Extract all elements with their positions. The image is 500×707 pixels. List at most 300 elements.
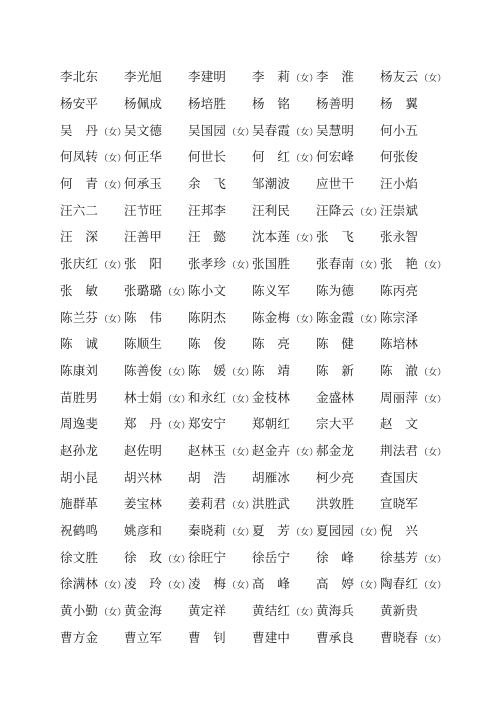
person-name: 张庆红 (60, 256, 99, 272)
person-name: 陈为德 (316, 282, 355, 298)
name-row (60, 570, 460, 597)
name-entry (252, 628, 316, 646)
name-entry (124, 334, 188, 352)
person-name: 宗大平 (316, 416, 355, 432)
name-row (60, 543, 460, 570)
person-name: 汪利民 (252, 202, 291, 218)
name-entry (252, 334, 316, 352)
person-name: 陈善俊 (124, 362, 163, 378)
gender-tag: （女） (227, 501, 255, 512)
name-entry (316, 334, 380, 352)
name-entry (60, 308, 127, 326)
person-name: 张永智 (380, 229, 419, 245)
person-name: 吴国园 (188, 122, 227, 138)
person-name: 赵林玉 (188, 442, 227, 458)
name-entry (252, 468, 316, 486)
name-entry (380, 121, 444, 139)
name-entry (124, 201, 188, 219)
person-name: 曹 钊 (188, 629, 227, 645)
person-name: 金枝林 (252, 389, 291, 405)
name-row (60, 90, 460, 117)
name-entry (60, 147, 127, 165)
name-row (60, 437, 460, 464)
name-entry (124, 308, 188, 326)
name-entry (60, 494, 124, 512)
person-name: 陈阴杰 (188, 309, 227, 325)
person-name: 何 青 (60, 176, 99, 192)
name-entry (316, 494, 380, 512)
name-entry (188, 308, 252, 326)
name-entry (316, 308, 383, 326)
person-name: 姜宝林 (124, 496, 163, 512)
name-entry (188, 94, 252, 112)
gender-tag: （女） (419, 74, 447, 85)
person-name: 汪邦李 (188, 202, 227, 218)
person-name: 何小五 (380, 122, 419, 138)
name-entry (316, 67, 380, 85)
name-entry (124, 574, 191, 592)
name-entry (188, 254, 255, 272)
name-row (60, 223, 460, 250)
name-entry (380, 574, 447, 592)
name-entry (380, 494, 444, 512)
name-entry (188, 281, 252, 299)
name-entry (380, 147, 444, 165)
person-name: 陈宗泽 (380, 309, 419, 325)
person-name: 何正华 (124, 149, 163, 165)
person-name: 曹晓春 (380, 629, 419, 645)
name-entry (252, 254, 316, 272)
person-name: 吴慧明 (316, 122, 355, 138)
name-entry (60, 361, 124, 379)
name-entry (252, 174, 316, 192)
person-name: 夏 芳 (252, 523, 291, 539)
name-entry (252, 521, 319, 539)
name-list (60, 63, 460, 650)
name-row (60, 170, 460, 197)
person-name: 黄新贵 (380, 603, 419, 619)
person-name: 和永红 (188, 389, 227, 405)
name-row (60, 63, 460, 90)
gender-tag: （女） (99, 581, 127, 592)
person-name: 张 敏 (60, 282, 99, 298)
name-entry (316, 574, 383, 592)
gender-tag: （女） (291, 127, 319, 138)
person-name: 陈 俊 (188, 336, 227, 352)
person-name: 张春南 (316, 256, 355, 272)
name-entry (316, 281, 380, 299)
name-entry (316, 548, 380, 566)
name-entry (252, 494, 316, 512)
name-entry (60, 441, 124, 459)
name-entry (124, 468, 188, 486)
person-name: 张 飞 (316, 229, 355, 245)
person-name: 祝鹤鸣 (60, 523, 99, 539)
name-row (60, 303, 460, 330)
name-entry (188, 414, 252, 432)
name-entry (252, 441, 319, 459)
name-entry (380, 628, 447, 646)
name-entry (252, 414, 316, 432)
gender-tag: （女） (419, 634, 447, 645)
name-row (60, 143, 460, 170)
name-entry (124, 227, 188, 245)
name-row (60, 250, 460, 277)
person-name: 黄结红 (252, 603, 291, 619)
person-name: 周丽萍 (380, 389, 419, 405)
person-name: 荆法君 (380, 442, 419, 458)
person-name: 赵佐明 (124, 442, 163, 458)
person-name: 陈 伟 (124, 309, 163, 325)
person-name: 吴文德 (124, 122, 163, 138)
name-entry (316, 227, 380, 245)
person-name: 胡兴林 (124, 469, 163, 485)
name-entry (380, 334, 444, 352)
name-entry (188, 574, 255, 592)
gender-tag: （女） (99, 127, 127, 138)
person-name: 陈顺生 (124, 336, 163, 352)
name-entry (188, 601, 252, 619)
name-entry (124, 388, 191, 406)
name-entry (316, 468, 380, 486)
name-entry (380, 441, 447, 459)
name-entry (124, 254, 188, 272)
name-entry (60, 94, 124, 112)
name-entry (316, 414, 380, 432)
name-entry (124, 147, 188, 165)
person-name: 陶春红 (380, 576, 419, 592)
person-name: 曹立军 (124, 629, 163, 645)
name-row (60, 463, 460, 490)
person-name: 黄金海 (124, 603, 163, 619)
name-entry (252, 147, 319, 165)
person-name: 汪善甲 (124, 229, 163, 245)
person-name: 胡小昆 (60, 469, 99, 485)
gender-tag: （女） (355, 581, 383, 592)
person-name: 陈康刘 (60, 362, 99, 378)
person-name: 杨培胜 (188, 96, 227, 112)
name-entry (188, 361, 255, 379)
person-name: 杨佩成 (124, 96, 163, 112)
person-name: 杨友云 (380, 69, 419, 85)
person-name: 吴 丹 (60, 122, 99, 138)
gender-tag: （女） (227, 127, 255, 138)
gender-tag: （女） (99, 261, 127, 272)
person-name: 杨安平 (60, 96, 99, 112)
name-entry (316, 121, 380, 139)
person-name: 余 飞 (188, 176, 227, 192)
person-name: 陈 诚 (60, 336, 99, 352)
person-name: 徐旺宁 (188, 549, 227, 565)
name-entry (380, 414, 444, 432)
name-entry (188, 334, 252, 352)
person-name: 曹建中 (252, 629, 291, 645)
name-entry (380, 94, 444, 112)
person-name: 汪 懿 (188, 229, 227, 245)
person-name: 陈丙亮 (380, 282, 419, 298)
gender-tag: （女） (291, 528, 319, 539)
name-entry (60, 468, 124, 486)
name-entry (124, 601, 188, 619)
person-name: 应世干 (316, 176, 355, 192)
name-entry (380, 468, 444, 486)
name-entry (380, 227, 444, 245)
person-name: 徐文胜 (60, 549, 99, 565)
name-entry (60, 254, 127, 272)
gender-tag: （女） (227, 394, 255, 405)
name-entry (316, 361, 380, 379)
name-entry (188, 468, 252, 486)
name-row (60, 623, 460, 650)
gender-tag: （女） (419, 554, 447, 565)
name-entry (124, 94, 188, 112)
name-entry (188, 441, 255, 459)
person-name: 陈 亮 (252, 336, 291, 352)
person-name: 胡 浩 (188, 469, 227, 485)
name-entry (188, 67, 252, 85)
person-name: 郑朝红 (252, 416, 291, 432)
gender-tag: （女） (227, 528, 255, 539)
name-entry (380, 521, 444, 539)
gender-tag: （女） (355, 314, 383, 325)
name-entry (124, 548, 191, 566)
person-name: 黄定祥 (188, 603, 227, 619)
name-entry (188, 548, 252, 566)
gender-tag: （女） (227, 581, 255, 592)
gender-tag: （女） (291, 234, 319, 245)
name-entry (380, 308, 444, 326)
gender-tag: （女） (99, 314, 127, 325)
name-entry (124, 121, 188, 139)
name-entry (60, 227, 124, 245)
person-name: 陈小文 (188, 282, 227, 298)
person-name: 高 峰 (252, 576, 291, 592)
gender-tag: （女） (419, 394, 447, 405)
person-name: 夏园园 (316, 523, 355, 539)
person-name: 李 莉 (252, 69, 291, 85)
person-name: 曹承良 (316, 629, 355, 645)
person-name: 凌 玲 (124, 576, 163, 592)
person-name: 杨 翼 (380, 96, 419, 112)
person-name: 赵 文 (380, 416, 419, 432)
name-entry (380, 361, 447, 379)
name-row (60, 277, 460, 304)
person-name: 金盛林 (316, 389, 355, 405)
gender-tag: （女） (163, 581, 191, 592)
person-name: 黄小勤 (60, 603, 99, 619)
gender-tag: （女） (227, 367, 255, 378)
name-entry (124, 521, 188, 539)
name-entry (380, 601, 444, 619)
name-entry (316, 601, 380, 619)
name-entry (60, 414, 124, 432)
name-entry (316, 628, 380, 646)
person-name: 张 阳 (124, 256, 163, 272)
person-name: 何承玉 (124, 176, 163, 192)
person-name: 陈金霞 (316, 309, 355, 325)
person-name: 高 婷 (316, 576, 355, 592)
name-entry (188, 147, 252, 165)
name-entry (124, 281, 191, 299)
gender-tag: （女） (355, 261, 383, 272)
name-entry (124, 441, 188, 459)
name-entry (252, 281, 316, 299)
gender-tag: （女） (99, 608, 127, 619)
person-name: 李北东 (60, 69, 99, 85)
name-entry (124, 174, 188, 192)
name-entry (252, 227, 319, 245)
person-name: 陈兰芬 (60, 309, 99, 325)
name-entry (188, 201, 252, 219)
name-entry (124, 67, 188, 85)
name-entry (252, 574, 316, 592)
name-entry (60, 201, 124, 219)
person-name: 李光旭 (124, 69, 163, 85)
person-name: 汪六二 (60, 202, 99, 218)
gender-tag: （女） (163, 421, 191, 432)
name-entry (252, 308, 319, 326)
name-entry (188, 388, 255, 406)
name-entry (316, 147, 380, 165)
name-entry (60, 281, 124, 299)
person-name: 徐基芳 (380, 549, 419, 565)
name-entry (316, 174, 380, 192)
name-row (60, 410, 460, 437)
person-name: 黄海兵 (316, 603, 355, 619)
person-name: 汪崇斌 (380, 202, 419, 218)
name-row (60, 196, 460, 223)
name-entry (124, 628, 188, 646)
name-entry (252, 388, 316, 406)
person-name: 汪 深 (60, 229, 99, 245)
name-entry (60, 67, 124, 85)
name-entry (252, 94, 316, 112)
name-entry (316, 94, 380, 112)
gender-tag: （女） (355, 207, 383, 218)
name-entry (60, 121, 127, 139)
gender-tag: （女） (419, 261, 447, 272)
name-entry (380, 254, 447, 272)
gender-tag: （女） (163, 554, 191, 565)
gender-tag: （女） (355, 528, 383, 539)
gender-tag: （女） (227, 261, 255, 272)
gender-tag: （女） (419, 581, 447, 592)
person-name: 沈本莲 (252, 229, 291, 245)
person-name: 郑 丹 (124, 416, 163, 432)
name-entry (380, 67, 447, 85)
person-name: 何宏峰 (316, 149, 355, 165)
name-entry (316, 254, 383, 272)
gender-tag: （女） (163, 367, 191, 378)
name-entry (188, 121, 255, 139)
person-name: 李 淮 (316, 69, 355, 85)
gender-tag: （女） (291, 608, 319, 619)
person-name: 何凤转 (60, 149, 99, 165)
person-name: 邹潮波 (252, 176, 291, 192)
name-entry (60, 388, 124, 406)
person-name: 查国庆 (380, 469, 419, 485)
name-entry (188, 174, 252, 192)
name-entry (60, 601, 127, 619)
gender-tag: （女） (99, 181, 127, 192)
name-entry (380, 281, 444, 299)
person-name: 徐满林 (60, 576, 99, 592)
person-name: 郝金龙 (316, 442, 355, 458)
person-name: 徐 玫 (124, 549, 163, 565)
name-entry (252, 361, 316, 379)
name-entry (188, 628, 252, 646)
person-name: 杨 铭 (252, 96, 291, 112)
person-name: 施群革 (60, 496, 99, 512)
person-name: 赵孙龙 (60, 442, 99, 458)
name-entry (252, 67, 319, 85)
name-entry (60, 628, 124, 646)
name-entry (188, 494, 255, 512)
name-entry (252, 201, 316, 219)
gender-tag: （女） (419, 367, 447, 378)
person-name: 胡雁冰 (252, 469, 291, 485)
name-entry (60, 334, 124, 352)
person-name: 郑安宁 (188, 416, 227, 432)
person-name: 张璐璐 (124, 282, 163, 298)
person-name: 何 红 (252, 149, 291, 165)
person-name: 徐岳宁 (252, 549, 291, 565)
person-name: 汪降云 (316, 202, 355, 218)
person-name: 李建明 (188, 69, 227, 85)
name-entry (380, 548, 447, 566)
name-entry (60, 548, 124, 566)
name-entry (380, 201, 444, 219)
name-entry (316, 201, 383, 219)
name-entry (188, 521, 255, 539)
name-entry (252, 548, 316, 566)
person-name: 张孝珍 (188, 256, 227, 272)
name-row (60, 116, 460, 143)
person-name: 曹方金 (60, 629, 99, 645)
gender-tag: （女） (291, 314, 319, 325)
person-name: 陈金梅 (252, 309, 291, 325)
name-row (60, 517, 460, 544)
name-entry (60, 574, 127, 592)
gender-tag: （女） (163, 394, 191, 405)
name-entry (316, 521, 383, 539)
gender-tag: （女） (163, 287, 191, 298)
person-name: 柯少亮 (316, 469, 355, 485)
name-entry (124, 361, 191, 379)
name-entry (60, 521, 124, 539)
person-name: 洪胜武 (252, 496, 291, 512)
name-entry (60, 174, 127, 192)
gender-tag: （女） (99, 154, 127, 165)
person-name: 宣晓军 (380, 496, 419, 512)
person-name: 张国胜 (252, 256, 291, 272)
person-name: 陈义军 (252, 282, 291, 298)
gender-tag: （女） (291, 154, 319, 165)
person-name: 何世长 (188, 149, 227, 165)
person-name: 陈培林 (380, 336, 419, 352)
name-entry (380, 388, 447, 406)
person-name: 何张俊 (380, 149, 419, 165)
name-entry (188, 227, 252, 245)
person-name: 吴春霞 (252, 122, 291, 138)
person-name: 赵金卉 (252, 442, 291, 458)
person-name: 徐 峰 (316, 549, 355, 565)
name-row (60, 330, 460, 357)
gender-tag: （女） (227, 447, 255, 458)
person-name: 姚彦和 (124, 523, 163, 539)
person-name: 洪敦胜 (316, 496, 355, 512)
person-name: 凌 梅 (188, 576, 227, 592)
